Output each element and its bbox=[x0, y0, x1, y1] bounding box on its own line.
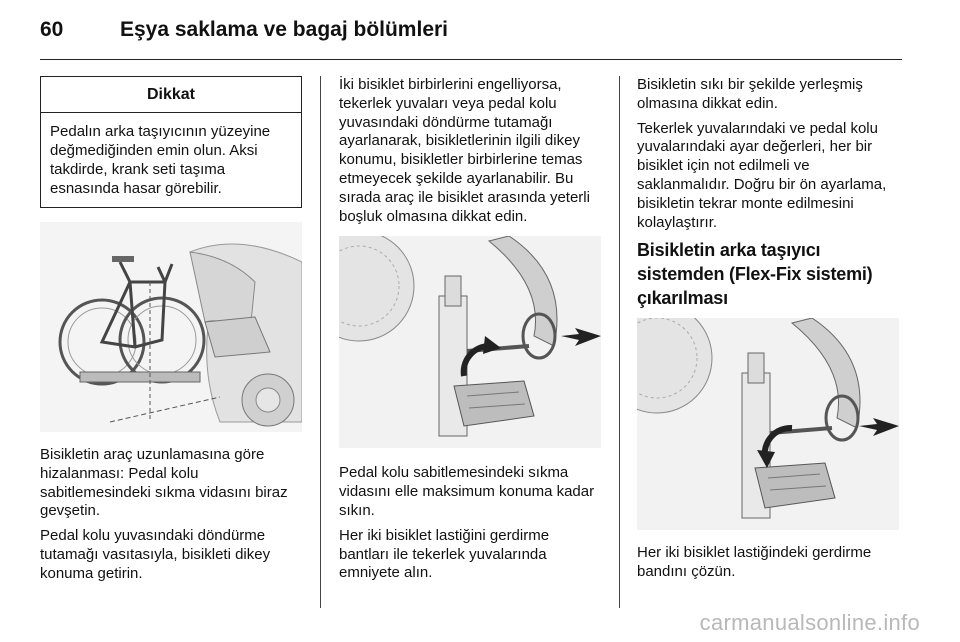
pedal-clamp-tightening-illustration bbox=[339, 236, 601, 448]
column-divider-1 bbox=[320, 76, 321, 608]
paragraph: Pedal kolu yuvasındaki döndürme tutamağı vasıtasıyla, bisikleti dikey konuma getirin. bbox=[40, 527, 271, 582]
column-1 bbox=[40, 76, 302, 590]
paragraph: İki bisiklet birbirlerini engelliyorsa, tekerlek yuvaları veya pedal kolu yuvasındaki döndürme tutamağı ayarlanarak, bisikletlerinin ilgili dikey konumu, bisikletler birbirlerine temas etmeyecek şekilde ayarlanabilir. Bu sırada araç ile bisiklet arasında yeterli boşluk olmasına dikkat edin. bbox=[339, 76, 590, 225]
paragraph: Tekerlek yuvalarındaki ve pedal kolu yuvalarındaki ayar değerleri, her bir bisiklet için not edilmeli ve saklanmalıdır. Doğru bir ön ayarlama, bisikletin tekrar monte edilmesini kolaylaştırır. bbox=[637, 119, 887, 231]
column-3 bbox=[637, 76, 902, 588]
watermark: carmanualsonline.info bbox=[699, 610, 920, 635]
column-2 bbox=[339, 76, 602, 589]
column-divider-2 bbox=[619, 76, 620, 608]
paragraph: Her iki bisiklet lastiğini gerdirme bantları ile tekerlek yuvalarında emniyete alın. bbox=[339, 526, 550, 582]
caution-title: Dikkat bbox=[41, 77, 301, 113]
caution-box bbox=[40, 76, 302, 208]
page-number: 60 bbox=[40, 18, 64, 41]
caution-text: Pedalın arka taşıyıcının yüzeyine değmediğinden emin olun. Aksi takdirde, krank seti taşıma esnasında hasar görebilir. bbox=[50, 123, 271, 197]
paragraph: Bisikletin araç uzunlamasına göre hizalanması: Pedal kolu sabitlemesindeki sıkma vidasını biraz gevşetin. bbox=[40, 446, 288, 520]
pedal-clamp-loosening-illustration bbox=[637, 318, 899, 530]
page-title: Eşya saklama ve bagaj bölümleri bbox=[120, 18, 449, 41]
page-header bbox=[40, 14, 920, 54]
bike-on-rear-carrier-illustration bbox=[40, 222, 302, 432]
paragraph: Bisikletin sıkı bir şekilde yerleşmiş olmasına dikkat edin. bbox=[637, 76, 863, 112]
section-heading: Bisikletin arka taşıyıcı sistemden (Flex-Fix sistemi) çıkarılması bbox=[637, 240, 873, 309]
paragraph: Pedal kolu sabitlemesindeki sıkma vidasını elle maksimum konuma kadar sıkın. bbox=[339, 464, 595, 519]
header-divider bbox=[40, 59, 902, 60]
paragraph: Her iki bisiklet lastiğindeki gerdirme bandını çözün. bbox=[637, 544, 872, 581]
